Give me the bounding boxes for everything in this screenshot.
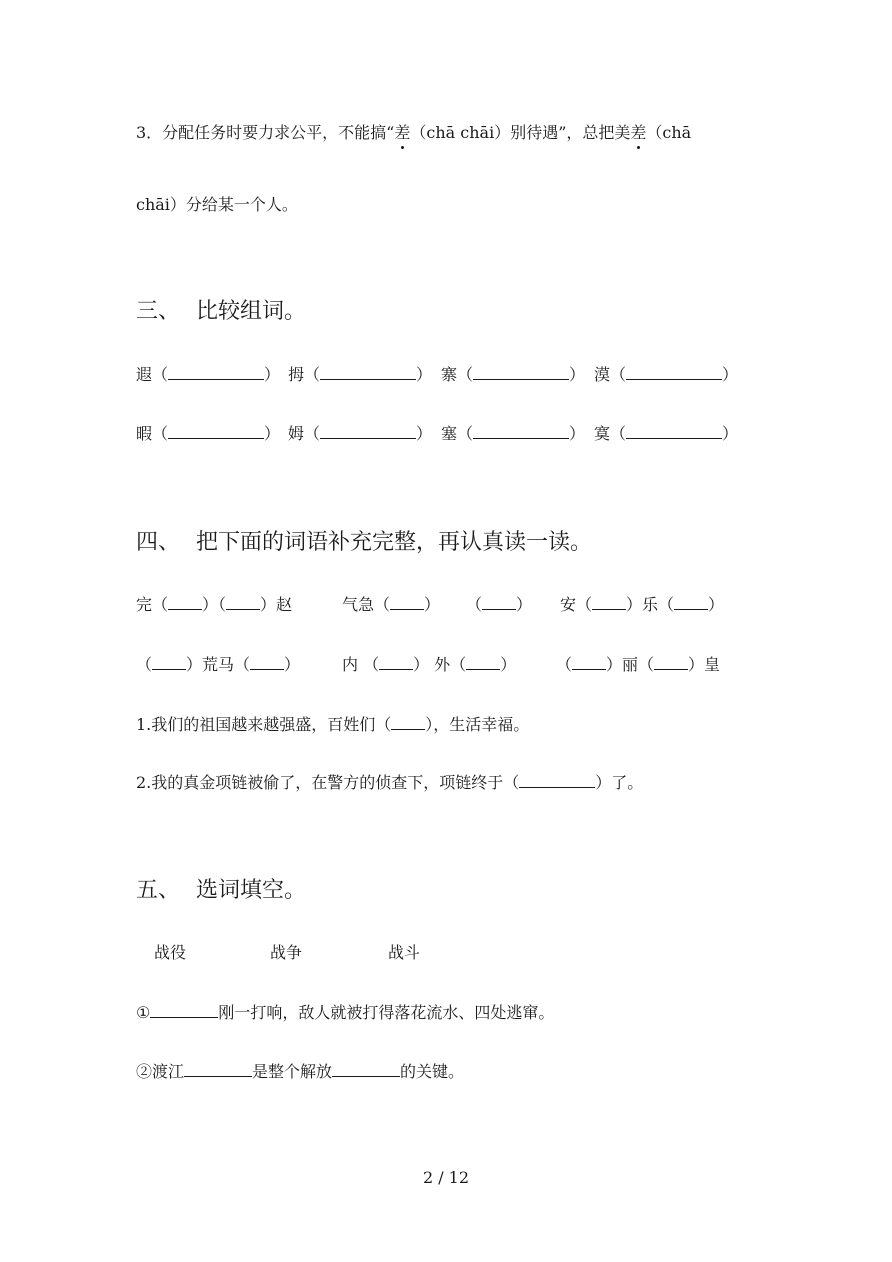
answer-blank[interactable]: [482, 595, 516, 610]
section-title: 比较组词。: [196, 299, 307, 324]
idiom-item: 安（ ）乐（ ）: [560, 595, 725, 614]
answer-blank[interactable]: [184, 1062, 252, 1077]
compare-row-1: [136, 364, 756, 386]
section-3-heading: [136, 297, 306, 327]
answer-blank[interactable]: [626, 424, 722, 439]
emphasis-char: 差: [630, 123, 647, 142]
answer-blank[interactable]: [654, 655, 688, 670]
compare-item: 塞（ ）: [441, 424, 586, 443]
answer-blank[interactable]: [250, 655, 284, 670]
section-title: 把下面的词语补充完整，再认真读一读。: [196, 530, 593, 555]
answer-blank[interactable]: [391, 715, 425, 730]
idiom-item: 完（ ）（ ）赵: [136, 595, 293, 614]
idiom-item: （ ）荒马（ ）: [136, 655, 301, 674]
idiom-item: 内 （ ） 外（ ）: [342, 655, 517, 674]
answer-blank[interactable]: [168, 365, 264, 380]
section-4-sentence-1: 1.我们的祖国越来越强盛，百姓们（ ），生活幸福。: [136, 715, 530, 734]
section-5-sentence-2: ②渡江 是整个解放 的关键。: [136, 1062, 465, 1081]
answer-blank[interactable]: [320, 365, 416, 380]
answer-blank[interactable]: [473, 365, 569, 380]
answer-blank[interactable]: [320, 424, 416, 439]
answer-blank[interactable]: [168, 424, 264, 439]
section-5-sentence-1: ① 刚一打响，敌人就被打得落花流水、四处逃窜。: [136, 1003, 555, 1022]
word-choice: 战役: [154, 943, 187, 962]
compare-item: 漠（ ）: [594, 365, 739, 384]
section-number: 三、: [136, 299, 181, 324]
word-choice: 战争: [270, 943, 303, 962]
word-choices: [136, 942, 536, 964]
section-number: 五、: [136, 878, 181, 903]
idiom-row-1: [136, 594, 756, 616]
idiom-item: （ ）: [466, 595, 533, 614]
section-title: 选词填空。: [196, 878, 307, 903]
compare-item: 寞（ ）: [594, 424, 739, 443]
answer-blank[interactable]: [152, 655, 186, 670]
compare-item: 遐（ ）: [136, 365, 281, 384]
answer-blank[interactable]: [626, 365, 722, 380]
answer-blank[interactable]: [390, 595, 424, 610]
answer-blank[interactable]: [674, 595, 708, 610]
answer-blank[interactable]: [473, 424, 569, 439]
compare-item: 拇（ ）: [288, 365, 433, 384]
word-choice: 战斗: [388, 943, 421, 962]
section-number: 四、: [136, 530, 181, 555]
question-3-line-2: chāi）分给某一个人。: [136, 195, 298, 214]
page-number: 2 / 12: [422, 1168, 470, 1187]
answer-blank[interactable]: [150, 1003, 218, 1018]
section-4-sentence-2: 2.我的真金项链被偷了，在警方的侦查下，项链终于（ ）了。: [136, 773, 644, 792]
question-3-line-1: 3．分配任务时要力求公平，不能搞“差（chā chāi）别待遇”，总把美差（chā: [136, 123, 692, 142]
answer-blank[interactable]: [592, 595, 626, 610]
section-5-heading: [136, 876, 306, 906]
answer-blank[interactable]: [168, 595, 202, 610]
answer-blank[interactable]: [332, 1062, 400, 1077]
answer-blank[interactable]: [572, 655, 606, 670]
compare-row-2: [136, 423, 756, 445]
idiom-item: （ ）丽（ ）皇: [556, 655, 721, 674]
compare-item: 姆（ ）: [288, 424, 433, 443]
idiom-row-2: [136, 654, 756, 676]
emphasis-char: 差: [394, 123, 411, 142]
answer-blank[interactable]: [519, 773, 595, 788]
answer-blank[interactable]: [379, 655, 413, 670]
idiom-item: 气急（ ）: [342, 595, 441, 614]
section-4-heading: [136, 528, 592, 558]
answer-blank[interactable]: [226, 595, 260, 610]
answer-blank[interactable]: [466, 655, 500, 670]
compare-item: 暇（ ）: [136, 424, 281, 443]
compare-item: 寨（ ）: [441, 365, 586, 384]
